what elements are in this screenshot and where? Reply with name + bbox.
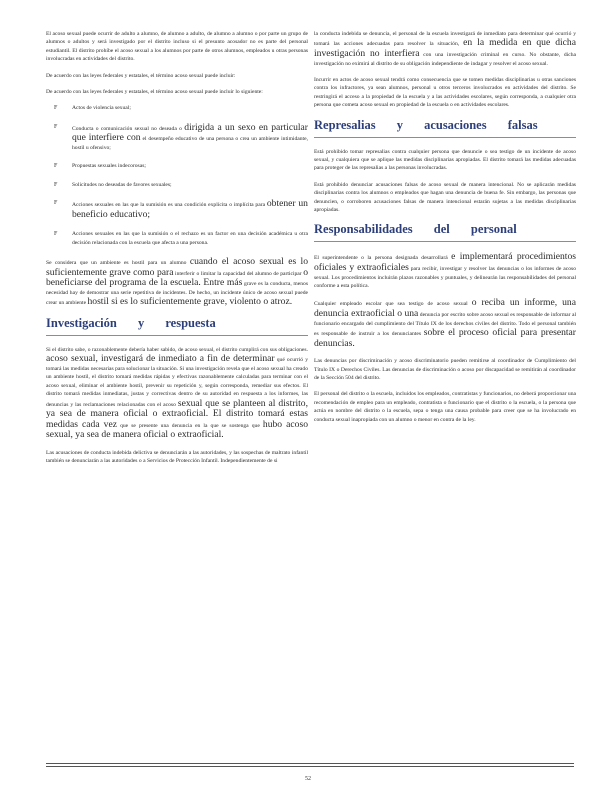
list-item-text: Actos de violencia sexual; <box>72 105 131 112</box>
list-item-text: Acciones sexuales en las que la sumisión es una condición explícita o implícita para <box>72 202 266 209</box>
paragraph-text: para recibir, investigar y resolver las denuncias o los informes de acoso sexual. Los procedimientos incluirán plazos razonables y puntuales, y delinearán las responsabilidades del personal conforme a esta política. <box>314 266 576 290</box>
list-item-text: Propuestas sexuales indecorosas; <box>72 163 146 170</box>
paragraph-emphasis: en la medida en que dicha investigación no interfiera <box>314 37 576 59</box>
paragraph <box>314 252 576 290</box>
paragraph-text: Cualquier empleado escolar que sea testigo de acoso sexual <box>314 301 468 308</box>
paragraph-text: denuncia por escrito sobre acoso sexual es responsable de informar al funcionario encargado del cumplimiento del Título IX de los derechos civiles del distrito. Todo el personal también es responsable de instruir a los denunciantes <box>314 312 577 338</box>
list-item-emphasis: dirigida a un sexo en particular que interfiere con <box>72 121 308 144</box>
paragraph-emphasis: sobre el proceso oficial para presentar denuncias. <box>314 327 576 349</box>
list-item <box>54 162 308 170</box>
list-item <box>54 199 308 220</box>
paragraph-emphasis: hostil si es lo suficientemente grave, violento o atroz. <box>87 296 293 308</box>
paragraph-emphasis: sexual que se planteen al distrito, ya sea de manera oficial o extraoficial. El distrito tomará estas medidas cada vez <box>46 397 308 430</box>
paragraph-text: grave es la conducta, menos necesidad hay de demostrar una serie repetitiva de incidentes. De hecho, un incidente único de acoso sexual puede crear un ambiente <box>46 281 308 307</box>
section-heading-investigation: Investigación y respuesta <box>46 316 308 336</box>
paragraph: El acoso sexual puede ocurrir de adulto a alumno, de alumno a adulto, de alumno a alumno o por parte un grupo de alumnos o adultos y será investigado por el distrito incluso si el presunto acosador no es parte del personal estudiantil. El distrito prohíbe el acoso sexual a los alumnos por parte de otros alumnos, empleados u otras personas involucradas en actividades del distrito. <box>46 31 308 63</box>
paragraph-text: que se presente una denuncia en la que se sostenga que <box>120 422 260 429</box>
harassment-list <box>46 104 308 247</box>
paragraph-text: con una investigación criminal en curso. No obstante, dicha investigación no eximirá al distrito de su obligación independiente de indagar y resolver el acoso sexual. <box>314 52 576 67</box>
right-column <box>314 30 576 432</box>
paragraph: Las acusaciones de conducta indebida delictiva se denunciarán a las autoridades, y las sospechas de maltrato infantil también se denunciarán a las autoridades o a Servicios de Protección Infantil. Independientemente de si <box>46 450 308 465</box>
paragraph-text: Se considera que un ambiente es hostil para un alumno <box>46 260 187 267</box>
paragraph-text: qué ocurrió y tomará las medidas necesarias para solucionar la situación. Si una investigación revela que el acoso sexual ha creado un ambiente hostil, el distrito tomará medidas rápidas y efectivas razonablemente calculadas para terminar con el acoso sexual, eliminar el ambiente hostil, prevenir su repetición y, según corresponda, remediar sus efectos. El distrito tomará medidas inmediatas, justas y correctivas dentro de su autoridad en respuesta a los informes, las denuncias y las reclamaciones relacionadas con el acoso <box>46 357 308 408</box>
left-column <box>46 30 308 474</box>
paragraph: Está prohibido denunciar acusaciones falsas de acoso sexual de manera intencional. No se aplicarán medidas disciplinarias contra los alumnos o empleados que hagan una denuncia de buena fe. Sin embargo, las personas que denuncien, o corroboren acusaciones falsas de manera intencional estarán sujetas a las medidas disciplinarias apropiadas. <box>314 181 576 214</box>
list-item <box>54 104 308 112</box>
list-item-text: Solicitudes no deseadas de favores sexuales; <box>72 181 172 188</box>
paragraph-emphasis: acoso sexual, investigará de inmediato a fin de determinar <box>46 353 275 365</box>
paragraph: El personal del distrito o la escuela, incluidos los empleados, contratistas y funcionarios, no deberá proporcionar una recomendación de empleo para un empleado, contratista o funcionario que el distrito o la escuela, o la persona que actúa en nombre del distrito o la escuela, sepa o tenga una causa probable para creer que se ha involucrado en conducta sexual inapropiada con un alumno o menor en contra de la ley. <box>314 391 576 423</box>
paragraph: Incurrir en actos de acoso sexual tendrá como consecuencia que se tomen medidas disciplinarias u otras sanciones contra los infractores, ya sean alumnos, personal u otros terceros involucrados en actividades del distrito. Se restringirá el acceso a la propiedad de la escuela y a las actividades escolares, según corresponda, a cualquier otra persona que cometa acoso sexual en propiedad de la escuela o en actividades escolares. <box>314 77 576 109</box>
paragraph-text: la conducta indebida se denuncia, el personal de la escuela investigará de inmediato para determinar qué ocurrió y tomará las acciones adecuadas para resolver la situación, <box>314 31 576 48</box>
paragraph-emphasis: e implementará procedimientos oficiales y extraoficiales <box>314 251 576 274</box>
paragraph-text: interferir o limitar la capacidad del alumno de participar <box>175 270 302 277</box>
paragraph: Está prohibido tomar represalias contra cualquier persona que denuncie o sea testigo de un incidente de acoso sexual, y cualquiera que se aplique las medidas disciplinarias apropiadas. El distrito tomará las medidas adecuadas para proteger de las represalias a las personas involucradas. <box>314 148 576 172</box>
paragraph <box>314 298 576 349</box>
footer-divider <box>46 766 574 767</box>
paragraph-emphasis: hubo acoso sexual, ya sea de manera oficial o extraoficial. <box>46 418 308 441</box>
list-item <box>54 230 308 247</box>
list-item-text: el desempeño educativo de una persona o crea un ambiente intimidante, hostil u ofensivo; <box>72 136 308 152</box>
list-item <box>54 181 308 189</box>
section-heading-staff-responsibilities: Responsabilidades del personal <box>314 222 576 242</box>
list-item-text: Conducta o comunicación sexual no deseada o <box>72 125 182 132</box>
paragraph: De acuerdo con las leyes federales y estatales, el término acoso sexual puede incluir: <box>46 72 236 79</box>
paragraph <box>46 346 308 441</box>
paragraph-text: El superintendente o la persona designada desarrollará <box>314 255 448 262</box>
paragraph: Las denuncias por discriminación y acoso discriminatorio pueden remitirse al coordinador de Cumplimiento del Título IX o Derechos Civiles. Las denuncias de discriminación o acoso por discapacidad se remitirán al coordinador de la Sección 504 del distrito. <box>314 358 576 382</box>
footer-divider <box>46 763 574 764</box>
paragraph: De acuerdo con las leyes federales y estatales, el término acoso sexual puede incluir lo siguiente: <box>46 89 263 96</box>
section-heading-retaliation: Represalias y acusaciones falsas <box>314 118 576 138</box>
list-item <box>54 123 308 153</box>
paragraph-emphasis: cuando el acoso sexual es lo suficientemente grave como para <box>46 256 308 278</box>
paragraph-emphasis: o beneficiarse del programa de la escuela. Entre más <box>46 266 308 289</box>
page-number: 52 <box>305 776 311 782</box>
list-item-emphasis: obtener un beneficio educativo; <box>72 198 308 220</box>
list-item-text: Acciones sexuales en las que la sumisión o el rechazo es un factor en una decisión académica u otra decisión relacionada con la escuela que afecta a una persona. <box>72 231 308 246</box>
paragraph <box>46 257 308 308</box>
paragraph <box>314 30 576 68</box>
paragraph-text: Si el distrito sabe, o razonablemente debería haber sabido, de acoso sexual, el distrito cumplirá con sus obligaciones. <box>46 347 308 354</box>
paragraph-emphasis: o reciba un informe, una denuncia extraoficial o una <box>314 297 576 320</box>
